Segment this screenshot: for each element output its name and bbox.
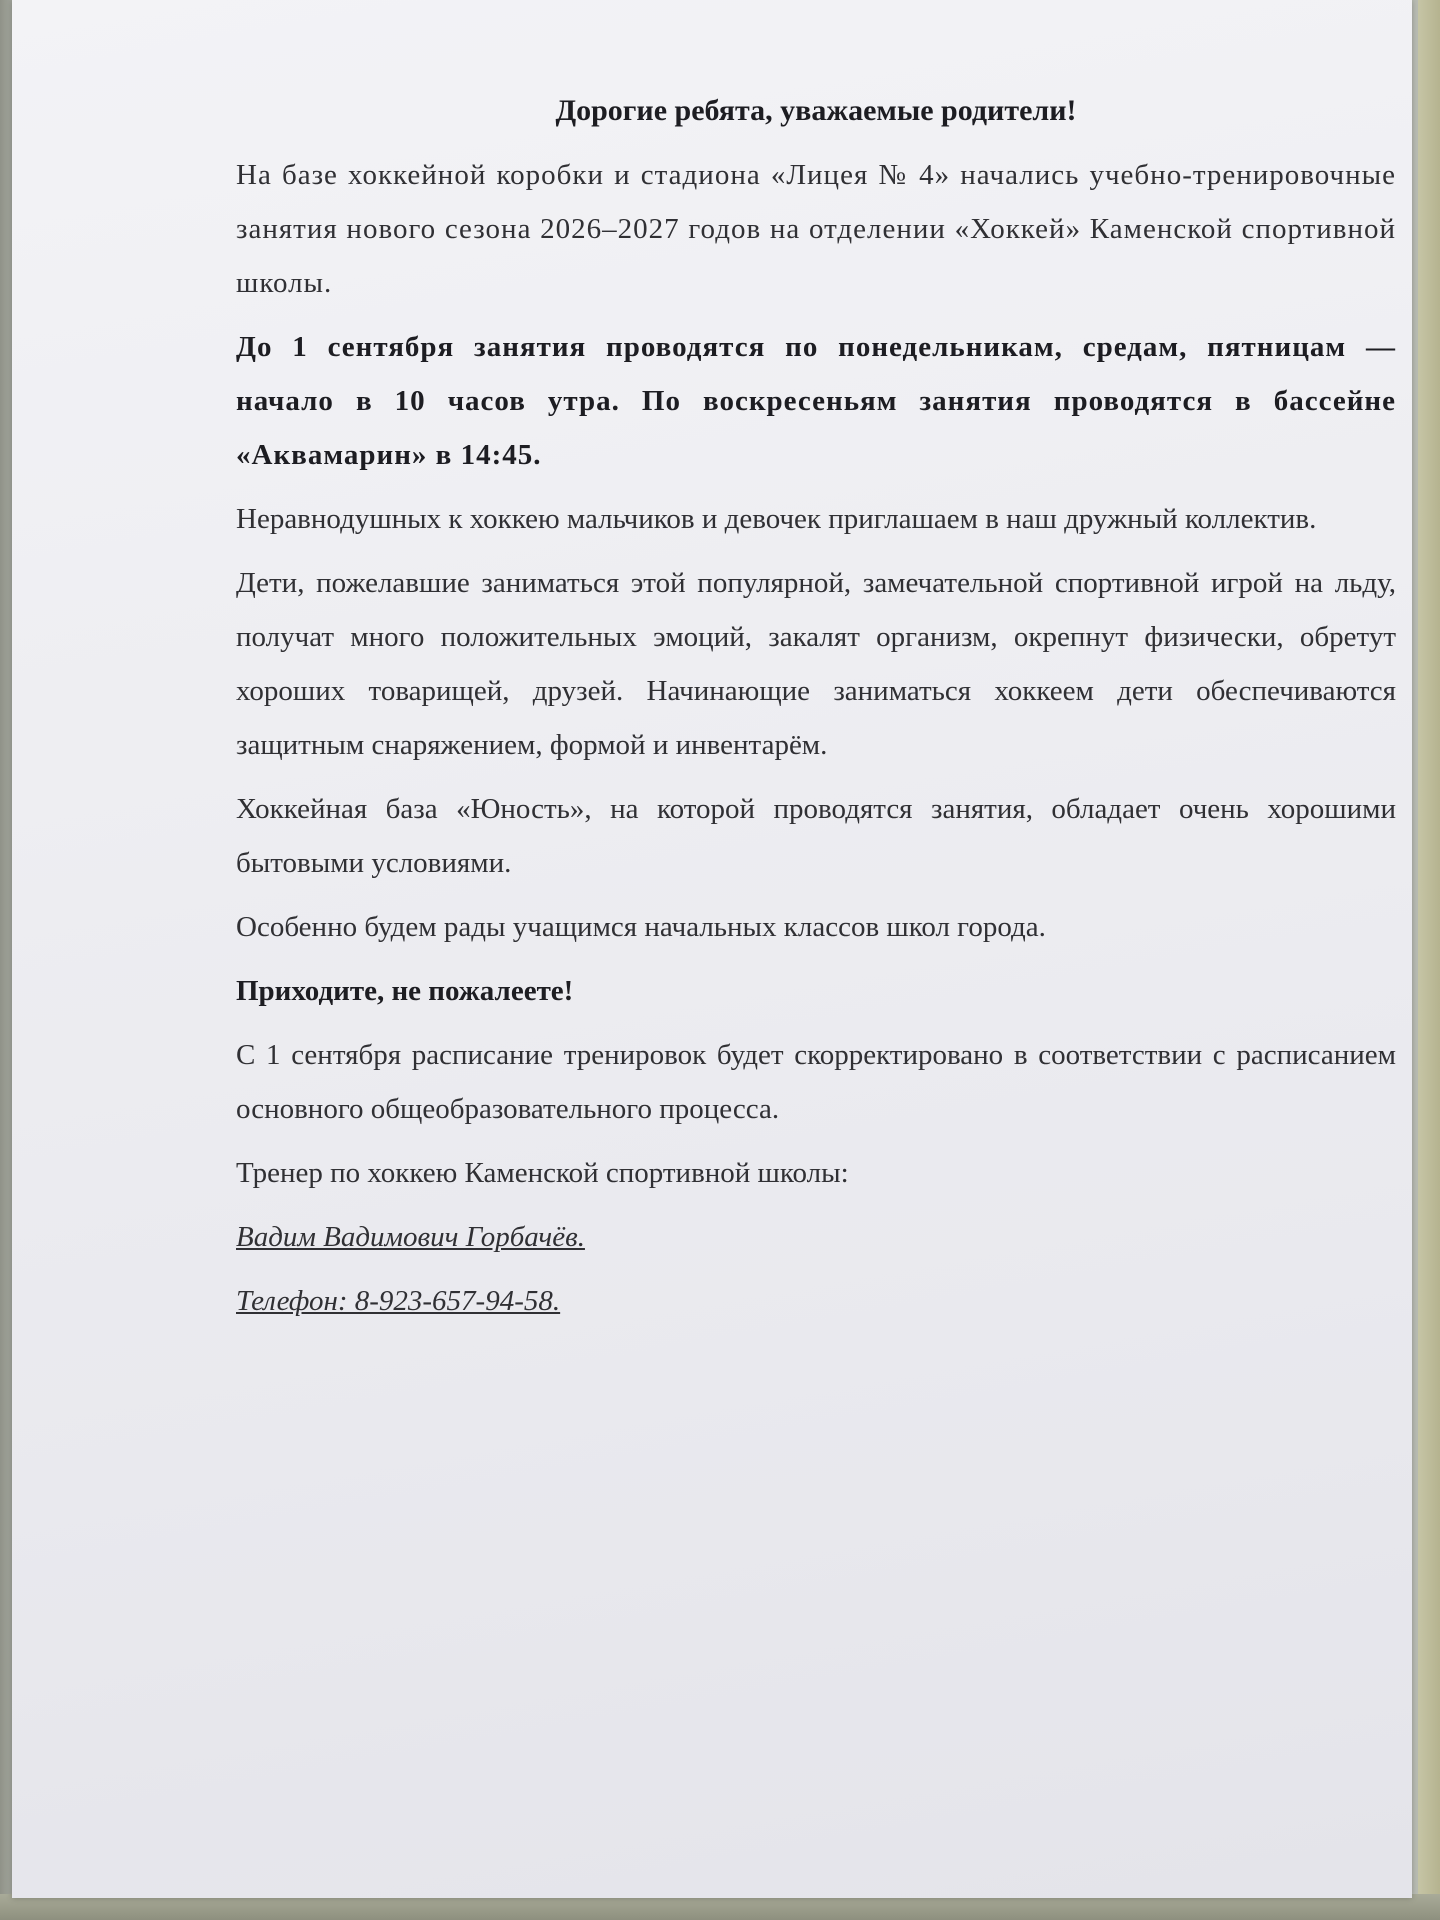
notice-body [236, 84, 1396, 1338]
paragraph-schedule-change: С 1 сентября расписание тренировок будет скорректировано в соответствии с расписанием основного общеобразовательного процесса. [236, 1039, 1396, 1125]
paragraph-call-to-action: Приходите, не пожалеете! [236, 975, 574, 1007]
paragraph-primary-school: Особенно будем рады учащимся начальных классов школ города. [236, 911, 1046, 943]
paragraph-schedule: До 1 сентября занятия проводятся по понедельникам, средам, пятницам — начало в 10 часов утра. По воскресеньям занятия проводятся в бассейне «Аквамарин» в 14:45. [236, 331, 1396, 471]
paragraph-coach-title: Тренер по хоккею Каменской спортивной школы: [236, 1157, 849, 1189]
wall-right-edge [1418, 0, 1440, 1920]
paragraph-invitation: Неравнодушных к хоккею мальчиков и девочек приглашаем в наш дружный коллектив. [236, 503, 1317, 535]
notice-heading: Дорогие ребята, уважаемые родители! [555, 94, 1077, 127]
coach-name: Вадим Вадимович Горбачёв. [236, 1221, 585, 1253]
paragraph-season-start: На базе хоккейной коробки и стадиона «Лицея № 4» начались учебно-тренировочные занятия нового сезона 2026–2027 годов на отделении «Хоккей» Каменской спортивной школы. [236, 159, 1396, 299]
paragraph-hockey-base: Хоккейная база «Юность», на которой проводятся занятия, обладает очень хорошими бытовыми условиями. [236, 793, 1396, 879]
coach-phone: Телефон: 8-923-657-94-58. [236, 1285, 561, 1317]
paper-sheet [12, 0, 1412, 1898]
paragraph-benefits: Дети, пожелавшие заниматься этой популярной, замечательной спортивной игрой на льду, получат много положительных эмоций, закалят организм, окрепнут физически, обретут хороших товарищей, друзей. Начинающие заниматься хоккеем дети обеспечиваются защитным снаряжением, формой и инвентарём. [236, 567, 1396, 761]
